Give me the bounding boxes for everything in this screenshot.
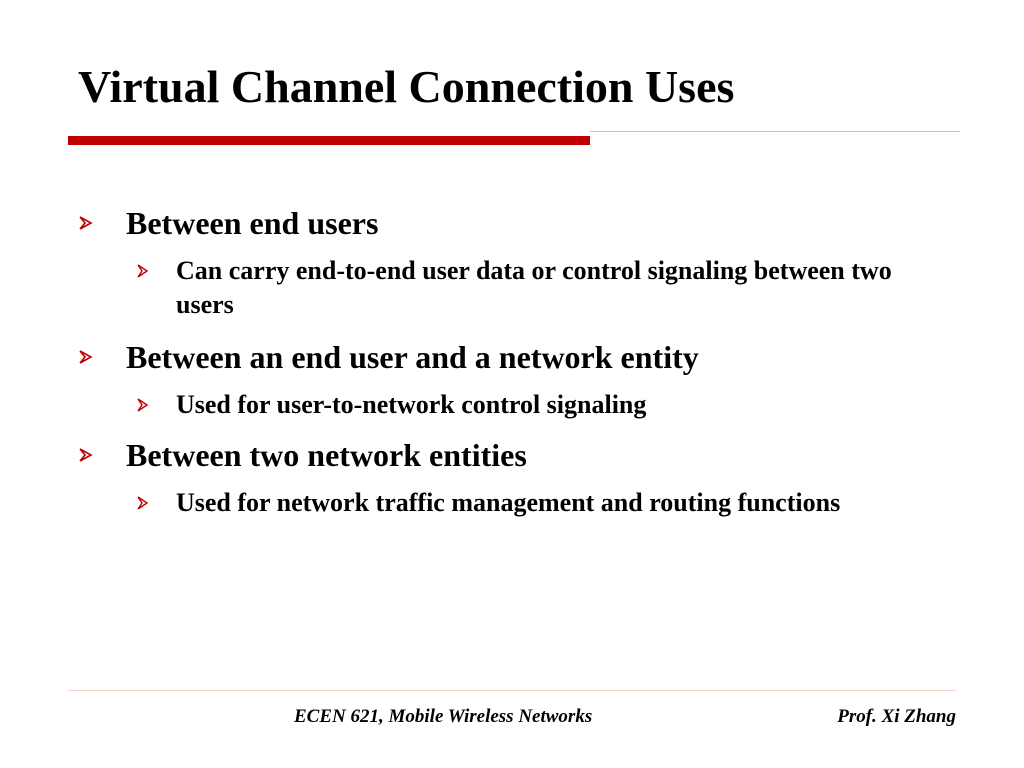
sub-bullet-item (136, 254, 936, 322)
sub-bullet-item (136, 388, 936, 422)
arrowhead-bullet-icon (78, 338, 126, 376)
bullet-item (78, 436, 958, 474)
sub-bullet-text: Used for user-to-network control signaling (176, 390, 647, 419)
sub-bullet-text: Can carry end-to-end user data or control signaling between two users (176, 256, 892, 319)
arrowhead-bullet-icon (78, 204, 126, 242)
arrowhead-bullet-icon (136, 388, 176, 422)
bullet-text: Between an end user and a network entity (126, 339, 699, 375)
footer-author: Prof. Xi Zhang (837, 706, 956, 727)
bullet-text: Between two network entities (126, 437, 527, 473)
footer-course: ECEN 621, Mobile Wireless Networks (294, 706, 593, 727)
bullet-text: Between end users (126, 205, 379, 241)
arrowhead-bullet-icon (136, 486, 176, 520)
footer-divider (68, 690, 956, 691)
title-underline-thick (68, 136, 590, 145)
title-underline-thin (590, 131, 960, 132)
bullet-item (78, 204, 958, 242)
slide-title: Virtual Channel Connection Uses (78, 61, 735, 112)
sub-bullet-text: Used for network traffic management and routing functions (176, 488, 841, 517)
bullet-item (78, 338, 958, 376)
arrowhead-bullet-icon (136, 254, 176, 288)
sub-bullet-item (136, 486, 926, 520)
arrowhead-bullet-icon (78, 436, 126, 474)
